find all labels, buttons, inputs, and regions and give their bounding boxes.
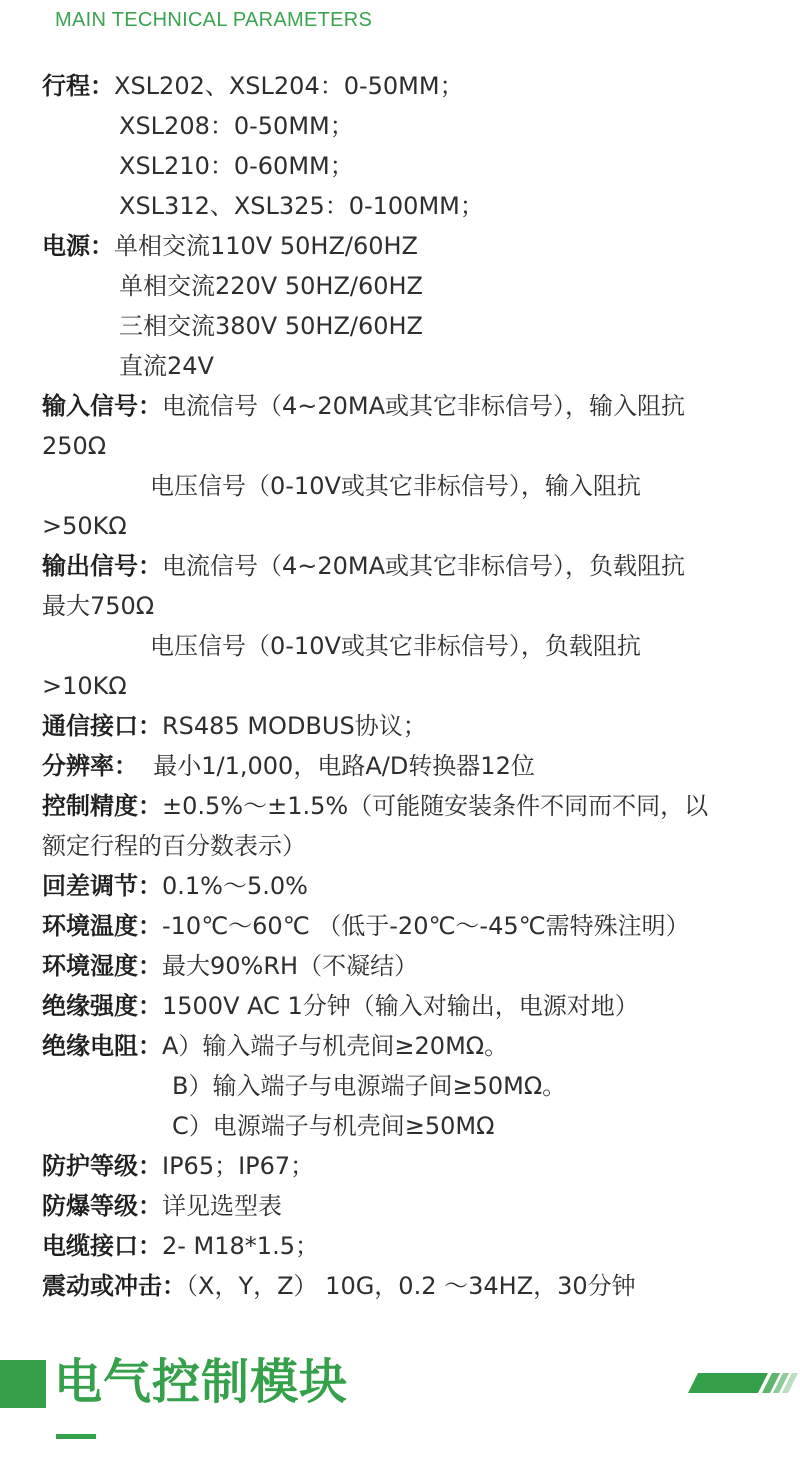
spec-row-output-signal: 输出信号：电流信号（4~20MA或其它非标信号），负载阻抗 [42, 552, 686, 580]
section-subtitle: MAIN TECHNICAL PARAMETERS [55, 9, 373, 31]
spec-row-output-signal-cont: >10KΩ [42, 672, 127, 700]
section-heading: 电气控制模块 [54, 1354, 349, 1410]
stripe-main [688, 1373, 768, 1393]
spec-row-output-signal-cont: 最大750Ω [42, 592, 155, 620]
spec-row-insulation-resistance-cont: B）输入端子与电源端子间≥50MΩ。 [172, 1072, 567, 1100]
spec-row-insulation-strength: 绝缘强度：1500V AC 1分钟（输入对输出，电源对地） [42, 992, 639, 1020]
decorative-stripes [688, 1373, 800, 1393]
spec-row-accuracy: 控制精度：±0.5%～±1.5%（可能随安装条件不同而不同，以 [42, 792, 709, 820]
spec-row-input-signal-cont: 电压信号（0-10V或其它非标信号），输入阻抗 [150, 472, 641, 500]
spec-row-power-cont: 直流24V [119, 352, 214, 380]
spec-row-stroke-cont: XSL312、XSL325：0-100MM； [119, 192, 484, 220]
spec-row-explosion-class: 防爆等级：详见选型表 [42, 1192, 282, 1220]
spec-row-power-cont: 单相交流220V 50HZ/60HZ [119, 272, 423, 300]
spec-row-output-signal-cont: 电压信号（0-10V或其它非标信号），负载阻抗 [150, 632, 641, 660]
spec-row-cable-interface: 电缆接口：2- M18*1.5； [42, 1232, 319, 1260]
heading-underline [56, 1434, 96, 1439]
spec-row-hysteresis: 回差调节：0.1%～5.0% [42, 872, 308, 900]
spec-row-input-signal: 输入信号：电流信号（4~20MA或其它非标信号），输入阻抗 [42, 392, 686, 420]
spec-row-input-signal-cont: >50KΩ [42, 512, 127, 540]
spec-row-insulation-resistance: 绝缘电阻：A）输入端子与机壳间≥20MΩ。 [42, 1032, 509, 1060]
spec-row-accuracy-cont: 额定行程的百分数表示） [42, 832, 306, 860]
spec-row-stroke: 行程：XSL202、XSL204：0-50MM； [42, 72, 464, 100]
spec-row-insulation-resistance-cont: C）电源端子与机壳间≥50MΩ [172, 1112, 495, 1140]
spec-row-vibration: 震动或冲击：（X，Y，Z） 10G，0.2 ～34HZ，30分钟 [42, 1272, 636, 1300]
spec-row-stroke-cont: XSL210：0-60MM； [119, 152, 354, 180]
spec-row-stroke-cont: XSL208：0-50MM； [119, 112, 354, 140]
spec-row-power-cont: 三相交流380V 50HZ/60HZ [119, 312, 423, 340]
spec-row-ambient-humidity: 环境湿度：最大90%RH（不凝结） [42, 952, 419, 980]
spec-row-resolution: 分辨率： 最小1/1,000，电路A/D转换器12位 [42, 752, 535, 780]
spec-row-comm-interface: 通信接口：RS485 MODBUS协议； [42, 712, 427, 740]
spec-row-ambient-temp: 环境温度：-10℃～60℃ （低于-20℃～-45℃需特殊注明） [42, 912, 690, 940]
spec-row-power: 电源：单相交流110V 50HZ/60HZ [42, 232, 418, 260]
spec-row-protection-class: 防护等级：IP65；IP67； [42, 1152, 315, 1180]
spec-row-input-signal-cont: 250Ω [42, 432, 107, 460]
section-marker-bar [0, 1360, 46, 1408]
